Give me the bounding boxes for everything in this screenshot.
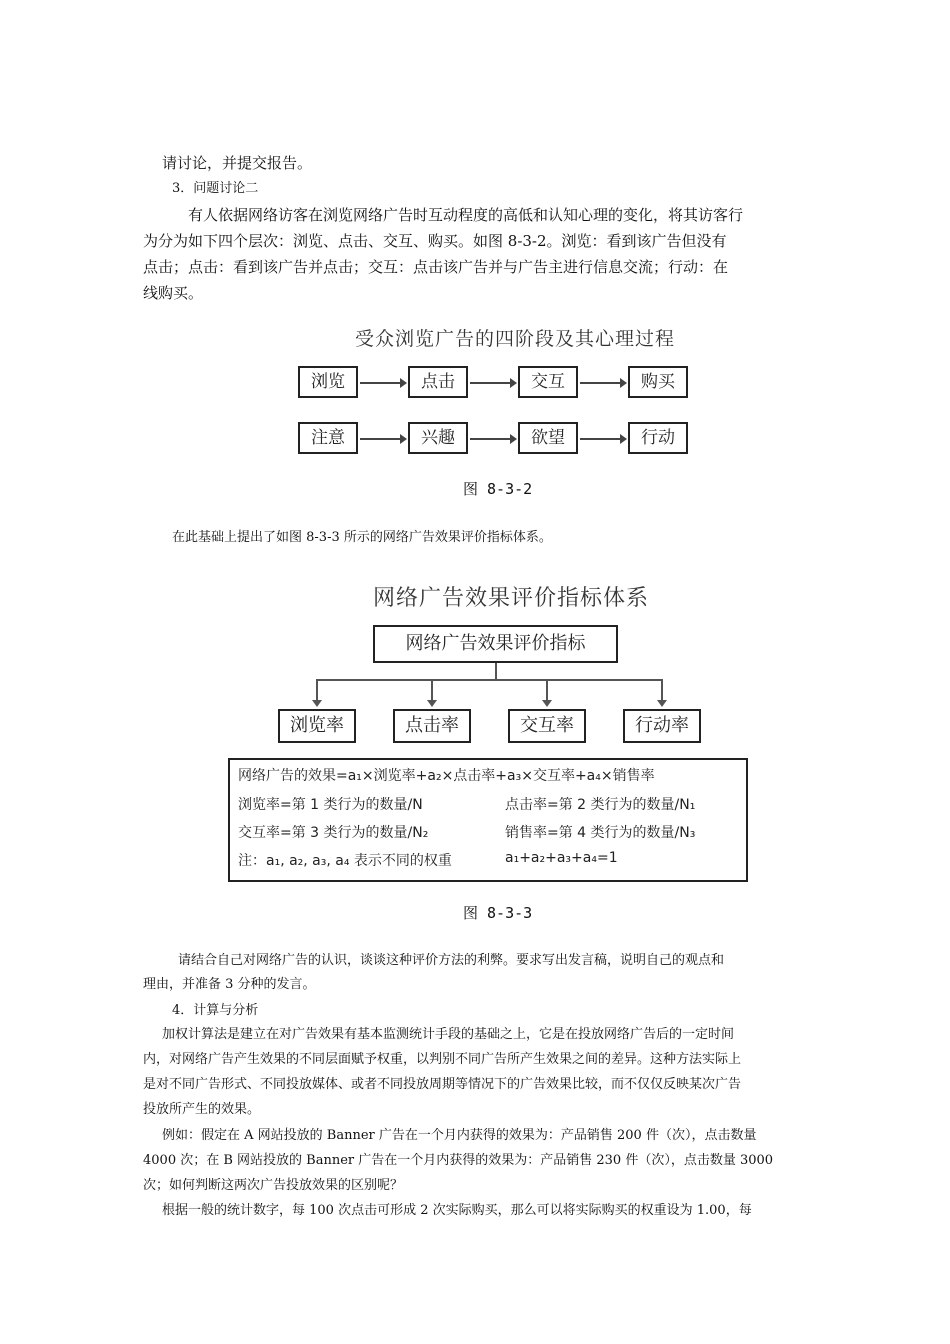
figure-title: 网络广告效果评价指标体系	[373, 586, 650, 611]
metric-box: 点击率	[393, 709, 471, 743]
paragraph-line: 投放所产生的效果。	[143, 1102, 261, 1117]
formula-sales-rate: 销售率=第 4 类行为的数量/N₃	[505, 825, 696, 841]
paragraph-line: 次；如何判断这两次广告投放效果的区别呢？	[143, 1178, 404, 1193]
formula-note: 注：a₁, a₂, a₃, a₄ 表示不同的权重	[238, 853, 452, 869]
arrow-icon	[470, 438, 515, 440]
psych-box: 行动	[628, 422, 688, 454]
metric-box: 行动率	[623, 709, 701, 743]
paragraph-line: 有人依据网络访客在浏览网络广告时互动程度的高低和认知心理的变化，将其访客行	[188, 206, 744, 224]
figure-title: 受众浏览广告的四阶段及其心理过程	[355, 328, 676, 350]
formula-click-rate: 点击率=第 2 类行为的数量/N₁	[505, 797, 696, 813]
arrow-icon	[360, 438, 405, 440]
arrow-icon	[431, 679, 433, 705]
metric-box: 交互率	[508, 709, 586, 743]
formula-interact-rate: 交互率=第 3 类行为的数量/N₂	[238, 825, 429, 841]
arrow-icon	[470, 382, 515, 384]
paragraph-line: 在此基础上提出了如图 8-3-3 所示的网络广告效果评价指标体系。	[172, 530, 552, 545]
paragraph-line: 内，对网络广告产生效果的不同层面赋予权重，以判别不同广告所产生效果之间的差异。这种方法实际上	[143, 1052, 742, 1067]
paragraph-line: 为分为如下四个层次：浏览、点击、交互、购买。如图 8-3-2。浏览：看到该广告但没有	[143, 232, 727, 250]
psych-box: 欲望	[518, 422, 578, 454]
formula-browse-rate: 浏览率=第 1 类行为的数量/N	[238, 797, 423, 813]
paragraph-line: 根据一般的统计数字，每 100 次点击可形成 2 次实际购买，那么可以将实际购买的权重设为 1.00，每	[162, 1203, 752, 1218]
formula-effect: 网络广告的效果=a₁×浏览率+a₂×点击率+a₃×交互率+a₄×销售率	[238, 768, 655, 784]
arrow-icon	[661, 679, 663, 705]
stage-box: 浏览	[298, 366, 358, 398]
paragraph-line: 4000 次；在 B 网站投放的 Banner 广告在一个月内获得的效果为：产品销售 230 件（次），点击数量 3000	[143, 1153, 774, 1168]
root-box: 网络广告效果评价指标	[373, 625, 618, 663]
figure-caption: 图 8-3-2	[463, 480, 533, 498]
connector	[316, 679, 662, 681]
metric-box: 浏览率	[278, 709, 356, 743]
arrow-icon	[360, 382, 405, 384]
section-heading-4: 4．计算与分析	[172, 1003, 259, 1018]
formula-weights-sum: a₁+a₂+a₃+a₄=1	[505, 850, 618, 866]
arrow-icon	[316, 679, 318, 705]
paragraph-line: 例如：假定在 A 网站投放的 Banner 广告在一个月内获得的效果为：产品销售 200 件（次），点击数量	[162, 1128, 757, 1143]
psych-box: 注意	[298, 422, 358, 454]
paragraph-line: 请结合自己对网络广告的认识，谈谈这种评价方法的利弊。要求写出发言稿，说明自己的观点和	[178, 953, 725, 968]
arrow-icon	[580, 438, 625, 440]
figure-audience-stages	[290, 318, 690, 458]
figure-caption: 图 8-3-3	[463, 904, 533, 922]
formula-box	[228, 758, 748, 882]
psych-box: 兴趣	[408, 422, 468, 454]
paragraph-line: 是对不同广告形式、不同投放媒体、或者不同投放周期等情况下的广告效果比较，而不仅仅反映某次广告	[143, 1077, 742, 1092]
stage-box: 交互	[518, 366, 578, 398]
stage-box: 购买	[628, 366, 688, 398]
paragraph-line: 加权计算法是建立在对广告效果有基本监测统计手段的基础之上，它是在投放网络广告后的一定时间	[162, 1027, 735, 1042]
arrow-icon	[546, 679, 548, 705]
connector	[495, 663, 497, 679]
section-heading-3: 3．问题讨论二	[172, 181, 259, 196]
paragraph-line: 点击；点击：看到该广告并点击；交互：点击该广告并与广告主进行信息交流；行动：在	[143, 258, 729, 276]
paragraph-discuss: 请讨论，并提交报告。	[162, 154, 313, 172]
stage-box: 点击	[408, 366, 468, 398]
paragraph-line: 线购买。	[143, 284, 204, 302]
arrow-icon	[580, 382, 625, 384]
paragraph-line: 理由，并准备 3 分种的发言。	[143, 977, 316, 992]
figure-evaluation-system	[228, 575, 748, 885]
